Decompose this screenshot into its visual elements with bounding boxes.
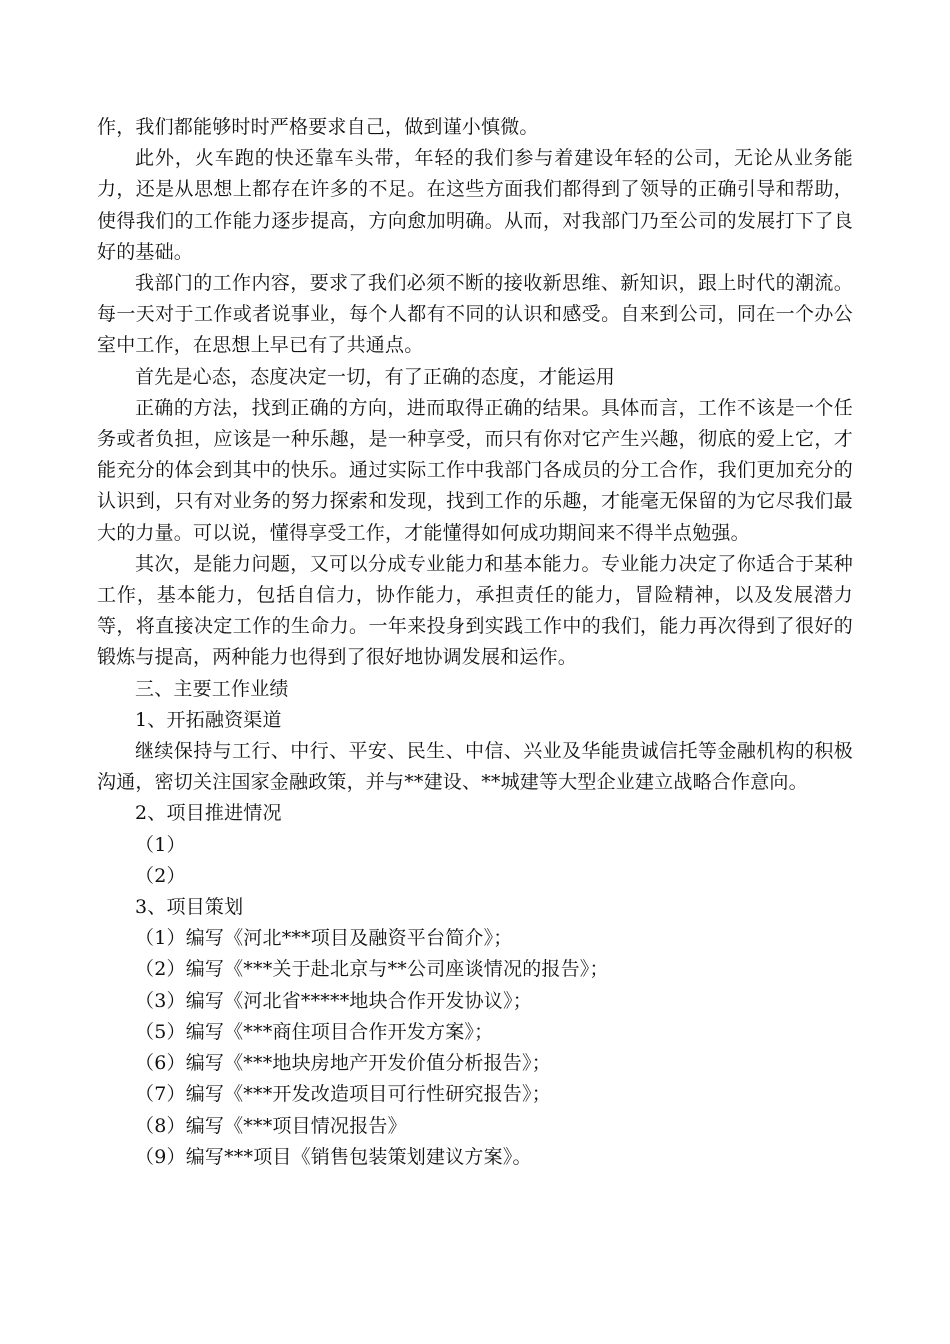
paragraph-attitude: 首先是心态，态度决定一切，有了正确的态度，才能运用 xyxy=(135,365,616,388)
subheading-project-progress: 2、项目推进情况 xyxy=(135,802,282,825)
list-item: （5）编写《***商住项目合作开发方案》； xyxy=(135,1020,494,1043)
list-item: （7）编写《***开发改造项目可行性研究报告》； xyxy=(135,1083,551,1106)
paragraph-work-content: 我部门的工作内容，要求了我们必须不断的接收新思维、新知识，跟上时代的潮流。每一天对于工作或者说事业，每个人都有不同的认识和感受。自来到公司，同在一个办公室中工作，在思想上早已有了共通点。 xyxy=(97,272,853,357)
section-heading-achievements: 三、主要工作业绩 xyxy=(135,677,289,700)
list-item: （8）编写《***项目情况报告》 xyxy=(135,1114,407,1137)
list-item: （9）编写***项目《销售包装策划建议方案》。 xyxy=(135,1145,532,1168)
list-item: （1） xyxy=(135,833,186,856)
paragraph-support: 此外，火车跑的快还靠车头带，年轻的我们参与着建设年轻的公司，无论从业务能力，还是从思想上都存在许多的不足。在这些方面我们都得到了领导的正确引导和帮助，使得我们的工作能力逐步提高，方向愈加明确。从而，对我部门乃至公司的发展打下了良好的基础。 xyxy=(97,147,853,263)
list-item: （6）编写《***地块房地产开发价值分析报告》； xyxy=(135,1052,551,1075)
paragraph-continuation: 作，我们都能够时时严格要求自己，做到谨小慎微。 xyxy=(97,116,539,138)
paragraph-ability: 其次，是能力问题，又可以分成专业能力和基本能力。专业能力决定了你适合于某种工作，基本能力，包括自信力，协作能力，承担责任的能力，冒险精神，以及发展潜力等，将直接决定工作的生命力。一年来投身到实践工作中的我们，能力再次得到了很好的锻炼与提高，两种能力也得到了很好地协调发展和运作。 xyxy=(97,552,853,669)
subheading-project-planning: 3、项目策划 xyxy=(135,896,244,919)
paragraph-method: 正确的方法，找到正确的方向，进而取得正确的结果。具体而言，工作不该是一个任务或者负担，应该是一种乐趣，是一种享受，而只有你对它产生兴趣，彻底的爱上它，才能充分的体会到其中的快乐。通过实际工作中我部门各成员的分工合作，我们更加充分的认识到，只有对业务的努力探索和发现，找到工作的乐趣，才能毫无保留的为它尽我们最大的力量。可以说，懂得享受工作，才能懂得如何成功期间来不得半点勉强。 xyxy=(97,396,853,544)
list-item: （2）编写《***关于赴北京与**公司座谈情况的报告》； xyxy=(135,958,609,981)
list-item: （3）编写《河北省*****地块合作开发协议》； xyxy=(135,989,532,1012)
document-body xyxy=(97,112,853,1173)
list-item: （1）编写《河北***项目及融资平台简介》； xyxy=(135,927,513,950)
subheading-financing: 1、开拓融资渠道 xyxy=(135,708,282,731)
paragraph-financing: 继续保持与工行、中行、平安、民生、中信、兴业及华能贵诚信托等金融机构的积极沟通，密切关注国家金融政策，并与**建设、**城建等大型企业建立战略合作意向。 xyxy=(97,740,853,794)
list-item: （2） xyxy=(135,864,186,887)
